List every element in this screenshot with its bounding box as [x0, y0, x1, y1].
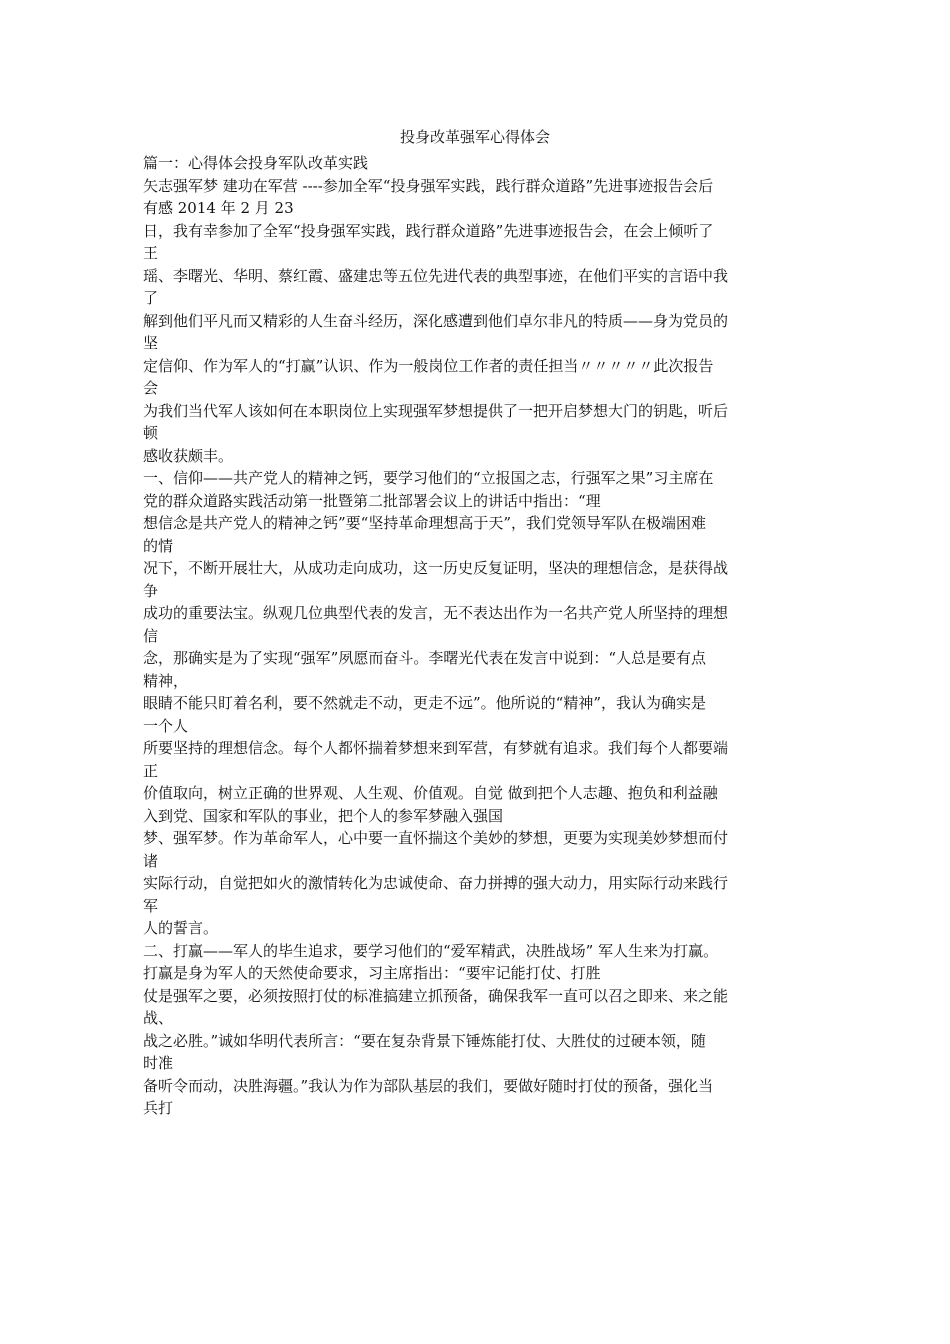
text-line: 矢志强军梦 建功在军营 ----参加全军“投身强军实践，践行群众道路”先进事迹报告会后	[143, 176, 714, 195]
text-line: 眼睛不能只盯着名利，要不然就走不动，更走不远”。他所说的“精神”，我认为确实是	[143, 694, 707, 712]
text-line: 了	[143, 289, 159, 307]
text-line: 王	[143, 244, 159, 262]
text-line: 仗是强军之要，必须按照打仗的标准搞建立抓预备，确保我军一直可以召之即来、来之能	[143, 986, 729, 1005]
text-line: 备听令而动，决胜海疆。”我认为作为部队基层的我们，要做好随时打仗的预备，强化当	[143, 1076, 714, 1095]
text-line: 篇一：心得体会投身军队改革实践	[143, 154, 369, 172]
text-line: 战、	[143, 1009, 174, 1027]
text-line: 精神，	[143, 671, 189, 690]
text-line: 信	[143, 626, 159, 645]
text-line: 想信念是共产党人的精神之钙”要“坚持革命理想高于天”，我们党领导军队在极端困难	[143, 514, 707, 532]
document-title: 投身改革强军心得体会	[399, 128, 550, 146]
text-line: 实际行动，自觉把如火的激情转化为忠诚使命、奋力拼搏的强大动力，用实际行动来践行	[143, 874, 729, 892]
text-line: 念，那确实是为了实现“强军”夙愿而奋斗。李曙光代表在发言中说到：“人总是要有点	[143, 649, 707, 667]
text-line: 时准	[143, 1054, 174, 1072]
text-line: 打赢是身为军人的天然使命要求，习主席指出：“要牢记能打仗、打胜	[143, 964, 601, 982]
text-line: 战之必胜。”诚如华明代表所言：“要在复杂背景下锤炼能打仗、大胜仗的过硬本领，随	[143, 1031, 706, 1050]
text-line: 梦、强军梦。作为革命军人，心中要一直怀揣这个美妙的梦想，更要为实现美妙梦想而付	[143, 829, 729, 847]
text-line: 价值取向，树立正确的世界观、人生观、价值观。自觉 做到把个人志趣、抱负和利益融	[143, 784, 718, 802]
text-line: 所要坚持的理想信念。每个人都怀揣着梦想来到军营，有梦就有追求。我们每个人都要端	[143, 739, 729, 757]
text-line: 坚	[143, 334, 159, 352]
text-line: 党的群众道路实践活动第一批暨第二批部署会议上的讲话中指出：“理	[143, 491, 601, 510]
text-line: 瑶、李曙光、华明、蔡红霞、盛建忠等五位先进代表的典型事迹，在他们平实的言语中我	[143, 266, 729, 285]
text-line: 兵打	[143, 1099, 174, 1117]
text-line: 定信仰、作为军人的“打赢”认识、作为一般岗位工作者的责任担当〃〃〃〃〃此次报告	[143, 356, 714, 375]
text-line: 感收获颇丰。	[143, 446, 234, 465]
text-line: 顿	[143, 424, 159, 442]
text-line: 的情	[143, 536, 174, 555]
text-line: 二、打赢——军人的毕生追求，要学习他们的“爱军精武，决胜战场” 军人生来为打赢。	[143, 941, 719, 960]
text-line: 诸	[143, 851, 159, 870]
text-line: 日，我有幸参加了全军“投身强军实践，践行群众道路”先进事迹报告会，在会上倾听了	[143, 221, 714, 240]
text-line: 争	[143, 581, 159, 600]
text-line: 正	[143, 761, 159, 780]
text-line: 入到党、国家和军队的事业，把个人的参军梦融入强国	[143, 806, 504, 825]
text-line: 一、信仰——共产党人的精神之钙，要学习他们的“立报国之志，行强军之果”习主席在	[143, 469, 714, 487]
text-line: 军	[143, 896, 159, 915]
text-line: 成功的重要法宝。纵观几位典型代表的发言，无不表达出作为一名共产党人所坚持的理想	[143, 604, 729, 622]
text-line: 一个人	[143, 716, 189, 735]
text-line: 解到他们平凡而又精彩的人生奋斗经历，深化感遭到他们卓尔非凡的特质——身为党员的	[143, 311, 729, 330]
text-line: 况下，不断开展壮大，从成功走向成功，这一历史反复证明，坚决的理想信念，是获得战	[143, 559, 729, 577]
text-line: 有感 2014 年 2 月 23	[143, 199, 294, 217]
document-body	[143, 152, 843, 1120]
text-line: 为我们当代军人该如何在本职岗位上实现强军梦想提供了一把开启梦想大门的钥匙，听后	[143, 401, 729, 420]
text-line: 人的誓言。	[143, 919, 219, 937]
text-line: 会	[143, 379, 159, 397]
